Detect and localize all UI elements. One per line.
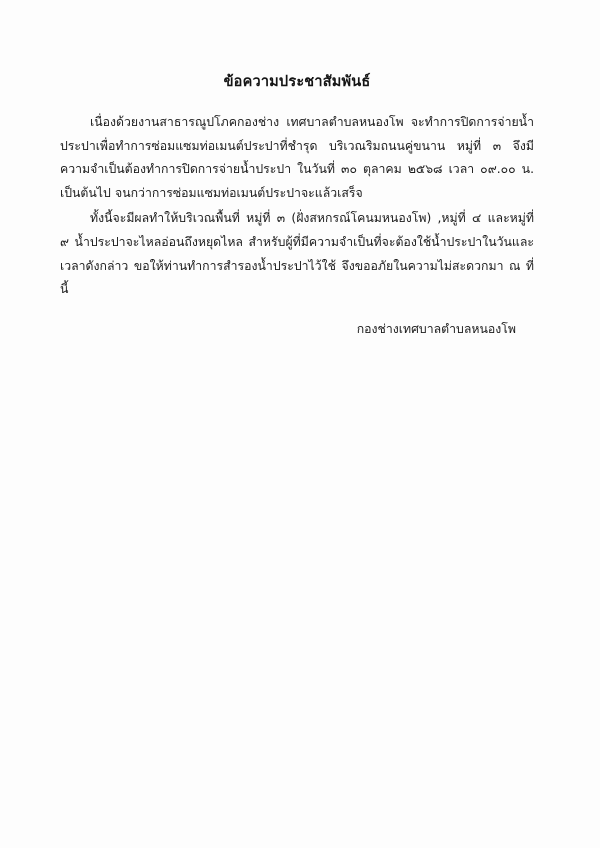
document-body <box>60 111 534 302</box>
paragraph-2: ทั้งนี้จะมีผลทำให้บริเวณพื้นที่ หมู่ที่ ๓ (ฝั่งสหกรณ์โคนมหนองโพ) ,หมู่ที่ ๔ และหมู่ที่ ๙ น้ำประปาจะไหลอ่อนถึงหยุดไหล สำหรับผู้ที่มีความจำเป็นที่จะต้องใช้น้ำประปาในวันและเวลาดังกล่าว ขอให้ท่านทำการสำรองน้ำประปาไว้ใช้ จึงขออภัยในความไม่สะดวกมา ณ ที่นี้ <box>60 211 534 297</box>
page-title: ข้อความประชาสัมพันธ์ <box>223 74 371 90</box>
paragraph-1: เนื่องด้วยงานสาธารณูปโภคกองช่าง เทศบาลตำบลหนองโพ จะทำการปิดการจ่ายน้ำประปาเพื่อทำการซ่อมแซมท่อเมนต์ประปาที่ชำรุด บริเวณริมถนนคู่ขนาน หมู่ที่ ๓ จึงมีความจำเป็นต้องทำการปิดการจ่ายน้ำประปา ในวันที่ ๓๐ ตุลาคม ๒๕๖๘ เวลา ๐๙.๐๐ น. เป็นต้นไป จนกว่าการซ่อมแซมท่อเมนต์ประปาจะแล้วเสร็จ <box>60 115 534 200</box>
signature-line: กองช่างเทศบาลตำบลหนองโพ <box>356 321 516 336</box>
blank-area <box>60 341 534 861</box>
